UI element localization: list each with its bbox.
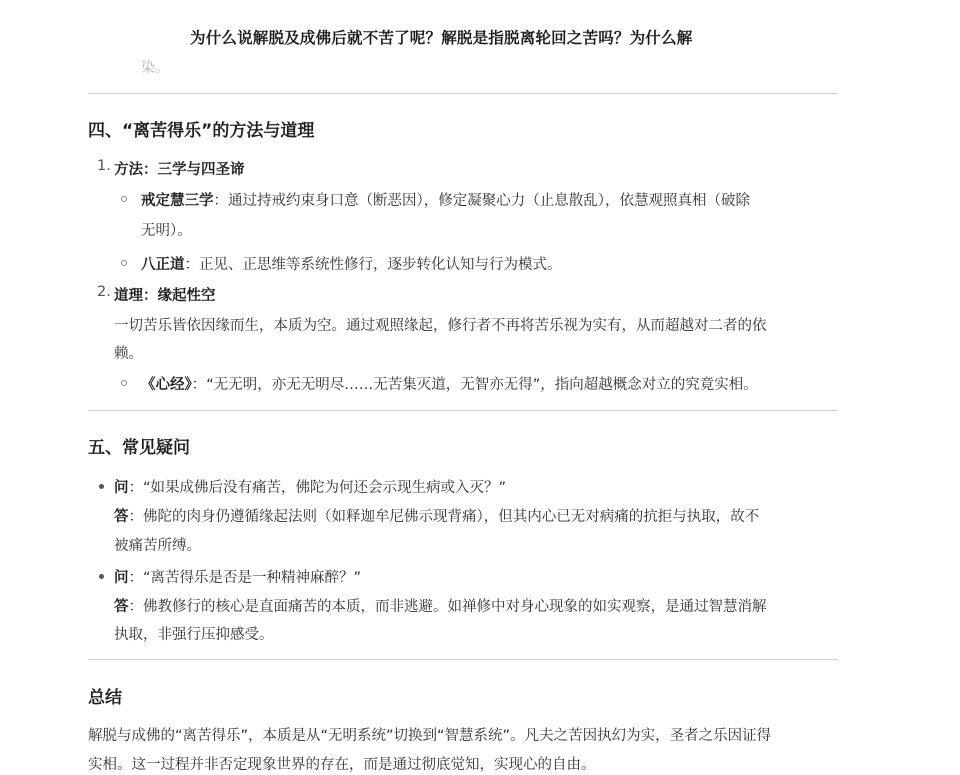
answer-label: 答 <box>114 509 129 525</box>
list-number: 2. <box>97 284 111 300</box>
question-label: 问 <box>114 480 129 496</box>
divider <box>88 659 838 660</box>
circle-bullet-icon <box>121 260 127 266</box>
question-2 <box>114 566 361 587</box>
three-learnings-text-cont: 无明）。 <box>141 223 192 239</box>
dot-bullet-icon <box>99 574 104 579</box>
answer-1-text: ：佛陀的肉身仍遵循缘起法则（如释迦牟尼佛示现背痛），但其内心已无对病痛的抗拒与执取，故不 <box>128 509 760 525</box>
term-eightfold-path: 八正道 <box>141 257 185 273</box>
method-title: 方法：三学与四圣谛 <box>114 162 245 178</box>
divider <box>88 93 838 94</box>
section-4-heading: 四、“离苦得乐”的方法与道理 <box>88 121 315 141</box>
term-three-learnings: 戒定慧三学 <box>141 193 214 209</box>
heart-sutra-text: ：“无无明，亦无无明尽……无苦集灭道，无智亦无得”，指向超越概念对立的究竟实相。 <box>191 377 758 393</box>
faded-text-fragment: 染。 <box>141 60 169 76</box>
question-banner: 为什么说解脱及成佛后就不苦了呢？解脱是指脱离轮回之苦吗？为什么解 <box>190 29 693 47</box>
question-1-text: ：“如果成佛后没有痛苦，佛陀为何还会示现生病或入灭？” <box>128 480 507 496</box>
answer-2 <box>114 595 767 616</box>
answer-2-text: ：佛教修行的核心是直面痛苦的本质，而非逃避。如禅修中对身心现象的如实观察，是通过智慧消解 <box>128 599 767 615</box>
circle-bullet-icon <box>121 196 127 202</box>
eightfold-path-text: ：正见、正思维等系统性修行，逐步转化认知与行为模式。 <box>184 257 562 273</box>
answer-1-cont: 被痛苦所缚。 <box>114 538 201 554</box>
question-2-text: ：“离苦得乐是否是一种精神麻醉？” <box>128 570 362 586</box>
summary-paragraph: 解脱与成佛的“离苦得乐”，本质是从“无明系统”切换到“智慧系统”。凡夫之苦因执幻为实，圣者之乐因证得 <box>88 728 772 744</box>
dot-bullet-icon <box>99 484 104 489</box>
answer-label: 答 <box>114 599 129 615</box>
principle-paragraph-cont: 赖。 <box>114 346 143 362</box>
summary-heading: 总结 <box>88 688 122 708</box>
question-label: 问 <box>114 570 129 586</box>
list-number: 1. <box>97 158 111 174</box>
summary-paragraph-cont: 实相。这一过程并非否定现象世界的存在，而是通过彻底觉知，实现心的自由。 <box>88 757 596 773</box>
list-item <box>141 253 562 274</box>
answer-1 <box>114 505 759 526</box>
term-heart-sutra: 《心经》 <box>141 377 192 393</box>
section-5-heading: 五、常见疑问 <box>88 438 190 458</box>
divider <box>88 410 838 411</box>
list-item <box>141 189 750 210</box>
principle-title: 道理：缘起性空 <box>114 288 216 304</box>
circle-bullet-icon <box>121 380 127 386</box>
list-item <box>141 373 758 394</box>
question-1 <box>114 476 506 497</box>
answer-2-cont: 执取，非强行压抑感受。 <box>114 627 274 643</box>
three-learnings-text: ：通过持戒约束身口意（断恶因），修定凝聚心力（止息散乱），依慧观照真相（破除 <box>213 193 750 209</box>
principle-paragraph: 一切苦乐皆依因缘而生，本质为空。通过观照缘起，修行者不再将苦乐视为实有，从而超越对二者的依 <box>114 318 767 334</box>
